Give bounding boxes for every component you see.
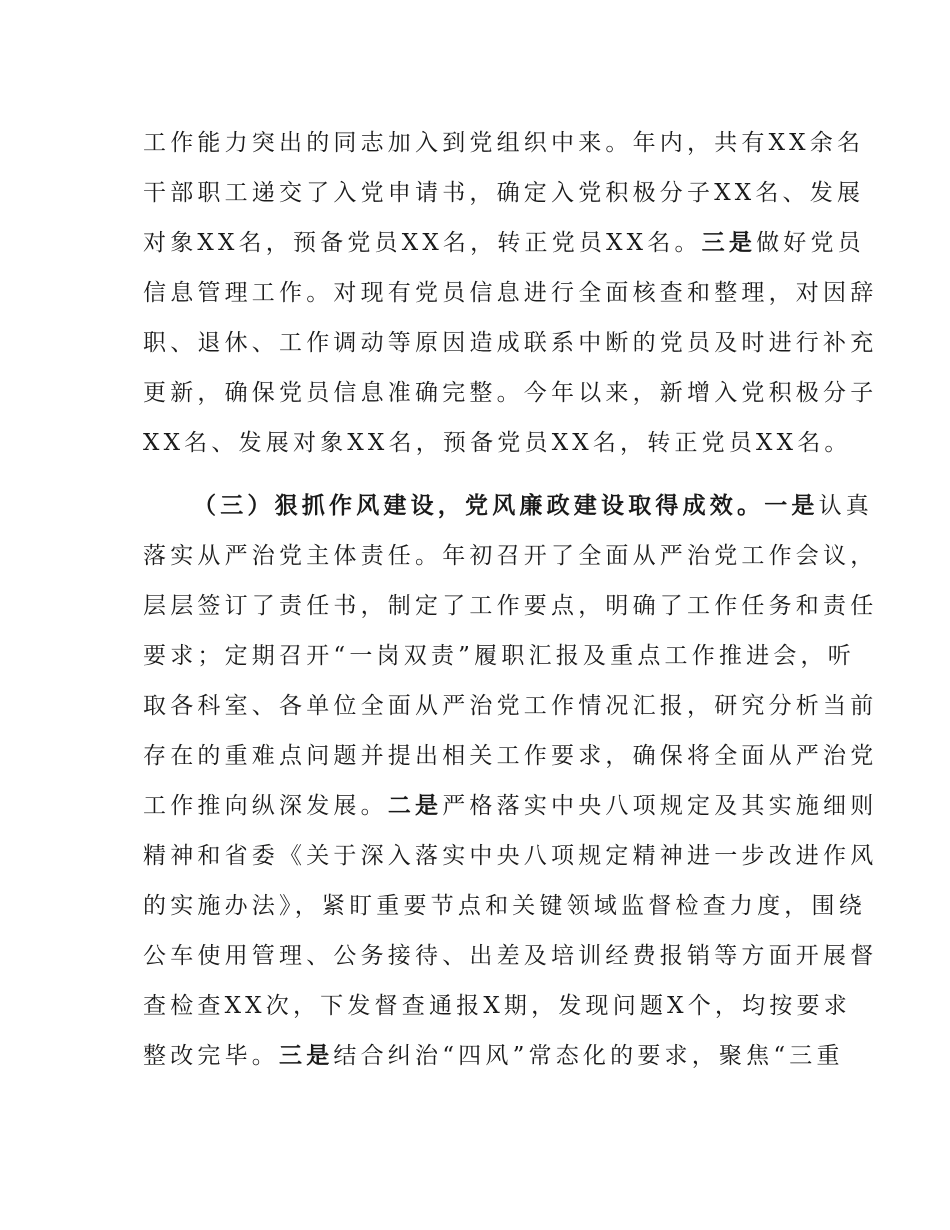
- bold-lead-san-shi: 三是: [701, 230, 757, 256]
- paragraph-2-line-3: 层层签订了责任书，制定了工作要点，明确了工作任务和责任: [143, 593, 878, 619]
- bold-lead-yi-shi: 一是: [764, 493, 819, 519]
- paragraph-1-line-3-text-c: 做好党员: [756, 230, 865, 256]
- paragraph-2-line-5: 取各科室、各单位全面从严治党工作情况汇报，研究分析当前: [143, 693, 878, 719]
- paragraph-1-line-1: 工作能力突出的同志加入到党组织中来。年内，共有XX余名: [143, 130, 865, 156]
- paragraph-2-line-7: [143, 786, 878, 826]
- paragraph-2-line-4: 要求；定期召开“一岗双责”履职汇报及重点工作推进会，听: [143, 643, 855, 669]
- paragraph-2-line-2: 落实从严治党主体责任。年初召开了全面从严治党工作会议，: [143, 543, 878, 569]
- paragraph-2-line-10: 公车使用管理、公务接待、出差及培训经费报销等方面开展督: [143, 943, 878, 969]
- paragraph-2-line-9: 的实施办法》，紧盯重要节点和关键领域监督检查力度，围绕: [143, 893, 866, 919]
- paragraph-1-line-2: 干部职工递交了入党申请书，确定入党积极分子XX名、发展: [143, 180, 865, 206]
- paragraph-1-line-5: 职、退休、工作调动等原因造成联系中断的党员及时进行补充: [143, 330, 878, 356]
- paragraph-1-line-3: [143, 223, 865, 263]
- paragraph-2-line-1: [193, 486, 874, 526]
- section-heading-three: （三）狠抓作风建设，党风廉政建设取得成效。: [193, 493, 765, 519]
- paragraph-2-line-11: 查检查XX次，下发督查通报X期，发现问题X个，均按要求: [143, 993, 851, 1019]
- paragraph-1-line-4: 信息管理工作。对现有党员信息进行全面核查和整理，对因辞: [143, 280, 878, 306]
- paragraph-1-line-7: XX名、发展对象XX名，预备党员XX名，转正党员XX名。: [143, 430, 852, 456]
- paragraph-2-line-8: 精神和省委《关于深入落实中央八项规定精神进一步改进作风: [143, 843, 878, 869]
- paragraph-2-line-7-text-a: 工作推向纵深发展。: [143, 793, 388, 819]
- paragraph-2-line-12-text-a: 整改完毕。: [143, 1043, 279, 1069]
- bold-lead-er-shi: 二是: [387, 793, 443, 819]
- paragraph-2-line-7-text-c: 严格落实中央八项规定及其实施细则: [442, 793, 878, 819]
- paragraph-2-line-1-rest: 认真: [818, 493, 874, 519]
- paragraph-2-line-12-text-c: 结合纠治“四风”常态化的要求，聚焦“三重: [333, 1043, 844, 1069]
- bold-lead-san-shi-2: 三是: [279, 1043, 334, 1069]
- paragraph-1-line-3-text-a: 对象XX名，预备党员XX名，转正党员XX名。: [143, 230, 702, 256]
- paragraph-2-line-12: [143, 1036, 844, 1076]
- paragraph-2-line-6: 存在的重难点问题并提出相关工作要求，确保将全面从严治党: [143, 743, 878, 769]
- paragraph-1-line-6: 更新，确保党员信息准确完整。今年以来，新增入党积极分子: [143, 380, 878, 406]
